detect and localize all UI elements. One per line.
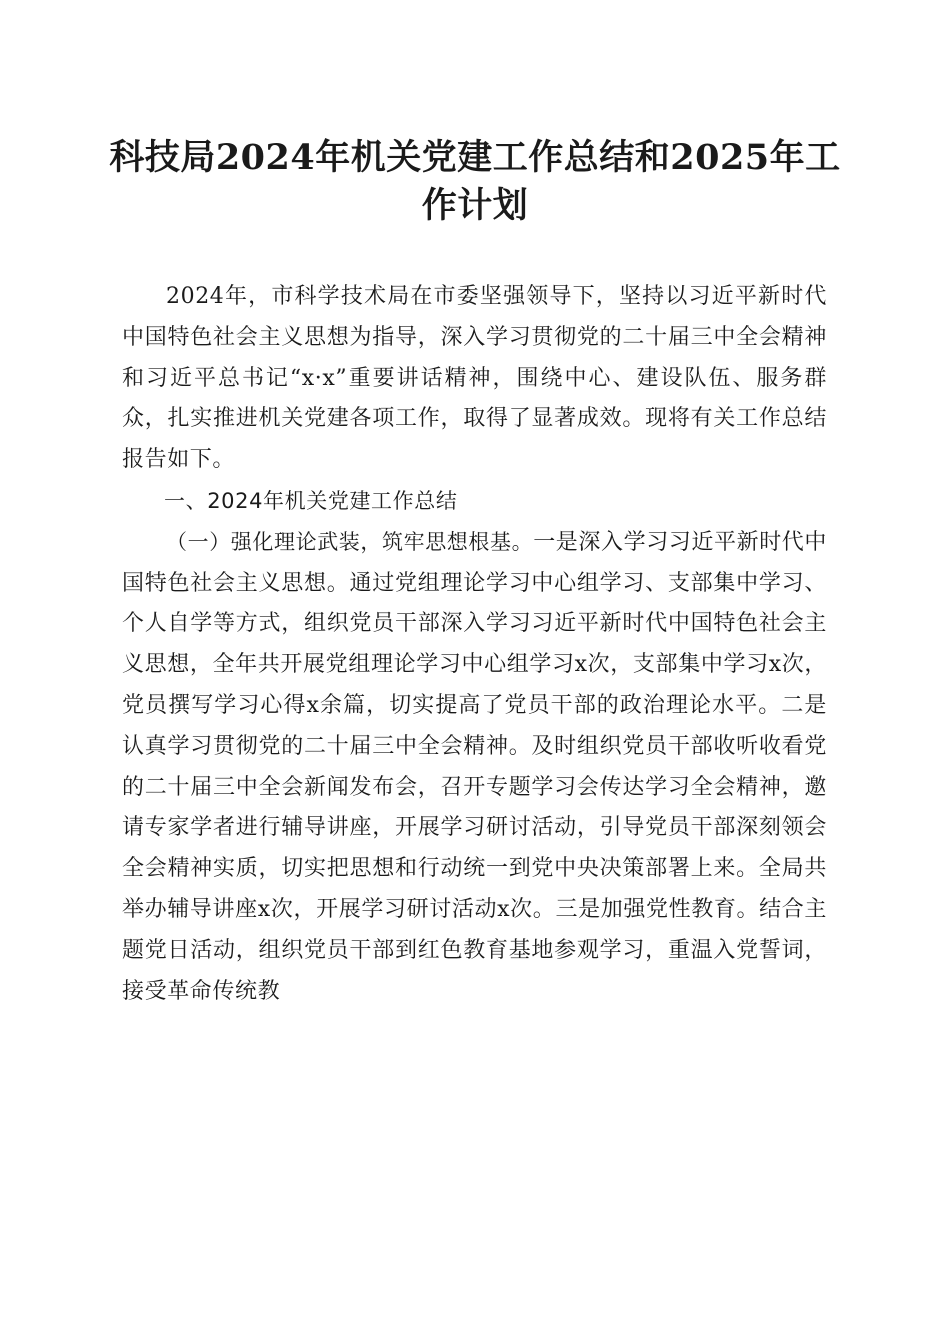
body-paragraph	[122, 522, 827, 1013]
document-body	[122, 277, 827, 1012]
intro-paragraph: 2024年，市科学技术局在市委坚强领导下，坚持以习近平新时代中国特色社会主义思想为指导，深入学习贯彻党的二十届三中全会精神和习近平总书记“x·x”重要讲话精神，围绕中心、建设队伍、服务群众，扎实推进机关党建各项工作，取得了显著成效。现将有关工作总结报告如下。	[122, 284, 827, 473]
document-title: 科技局2024年机关党建工作总结和2025年工作计划	[109, 137, 841, 226]
section-heading: 一、2024年机关党建工作总结	[164, 488, 458, 513]
subsection-heading: （一）强化理论武装，筑牢思想根基。	[166, 529, 534, 554]
subsection-text: 一是深入学习习近平新时代中国特色社会主义思想。通过党组理论学习中心组学习、支部集中学习、个人自学等方式，组织党员干部深入学习习近平新时代中国特色社会主义思想，全年共开展党组理论学习中心组学习x次，支部集中学习x次，党员撰写学习心得x余篇，切实提高了党员干部的政治理论水平。二是认真学习贯彻党的二十届三中全会精神。及时组织党员干部收听收看党的二十届三中全会新闻发布会，召开专题学习会传达学习全会精神，邀请专家学者进行辅导讲座，开展学习研讨活动，引导党员干部深刻领会全会精神实质，切实把思想和行动统一到党中央决策部署上来。全局共举办辅导讲座x次，开展学习研讨活动x次。三是加强党性教育。结合主题党日活动，组织党员干部到红色教育基地参观学习，重温入党誓词，接受革命传统教	[122, 529, 828, 1004]
